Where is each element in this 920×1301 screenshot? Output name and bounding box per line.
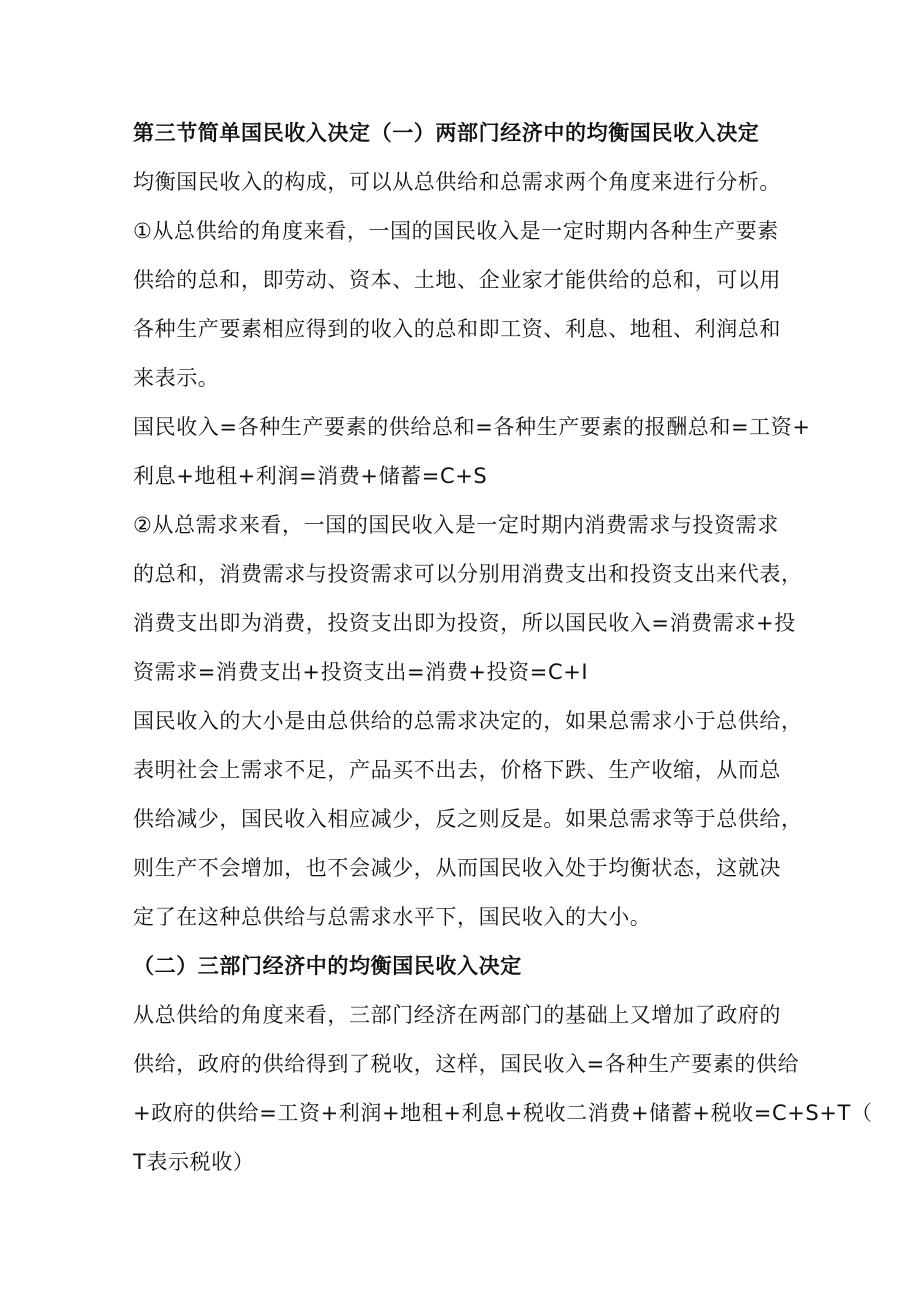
paragraph-line: 供给，政府的供给得到了税收，这样，国民收入=各种生产要素的供给	[133, 1052, 800, 1076]
paragraph-line: 来表示。	[133, 366, 220, 390]
paragraph-line: 从总供给的角度来看，三部门经济在两部门的基础上又增加了政府的	[133, 1003, 781, 1027]
paragraph-line: 供给的总和，即劳动、资本、土地、企业家才能供给的总和，可以用	[133, 268, 781, 292]
formula-line: +政府的供给=工资+利润+地租+利息+税收二消费+储蓄+税收=C+S+T（	[133, 1101, 873, 1125]
paragraph-line: 消费支出即为消费，投资支出即为投资，所以国民收入=消费需求+投	[133, 611, 796, 635]
paragraph-line: 的总和，消费需求与投资需求可以分别用消费支出和投资支出来代表，	[133, 562, 803, 586]
subsection-heading: （二）三部门经济中的均衡国民收入决定	[133, 954, 522, 978]
paragraph-line: 表明社会上需求不足，产品买不出去，价格下跌、生产收缩，从而总	[133, 758, 781, 782]
paragraph-line: 供给减少，国民收入相应减少，反之则反是。如果总需求等于总供给，	[133, 807, 803, 831]
paragraph-line: 则生产不会增加，也不会减少，从而国民收入处于均衡状态，这就决	[133, 856, 781, 880]
paragraph-line: ①从总供给的角度来看，一国的国民收入是一定时期内各种生产要素	[133, 219, 779, 243]
paragraph-line: 各种生产要素相应得到的收入的总和即工资、利息、地租、利润总和	[133, 317, 781, 341]
section-heading: 第三节简单国民收入决定（一）两部门经济中的均衡国民收入决定	[133, 121, 760, 145]
paragraph-line: 均衡国民收入的构成，可以从总供给和总需求两个角度来进行分析。	[133, 170, 781, 194]
paragraph-line: T表示税收）	[133, 1150, 255, 1174]
formula-line: 资需求=消费支出+投资支出=消费+投资=C+I	[133, 660, 589, 684]
paragraph-line: 定了在这种总供给与总需求水平下，国民收入的大小。	[133, 905, 652, 929]
paragraph-line: ②从总需求来看，一国的国民收入是一定时期内消费需求与投资需求	[133, 513, 779, 537]
paragraph-line: 国民收入的大小是由总供给的总需求决定的，如果总需求小于总供给，	[133, 709, 803, 733]
formula-line: 国民收入=各种生产要素的供给总和=各种生产要素的报酬总和=工资+	[133, 415, 811, 439]
formula-line: 利息+地租+利润=消费+储蓄=C+S	[133, 464, 488, 488]
